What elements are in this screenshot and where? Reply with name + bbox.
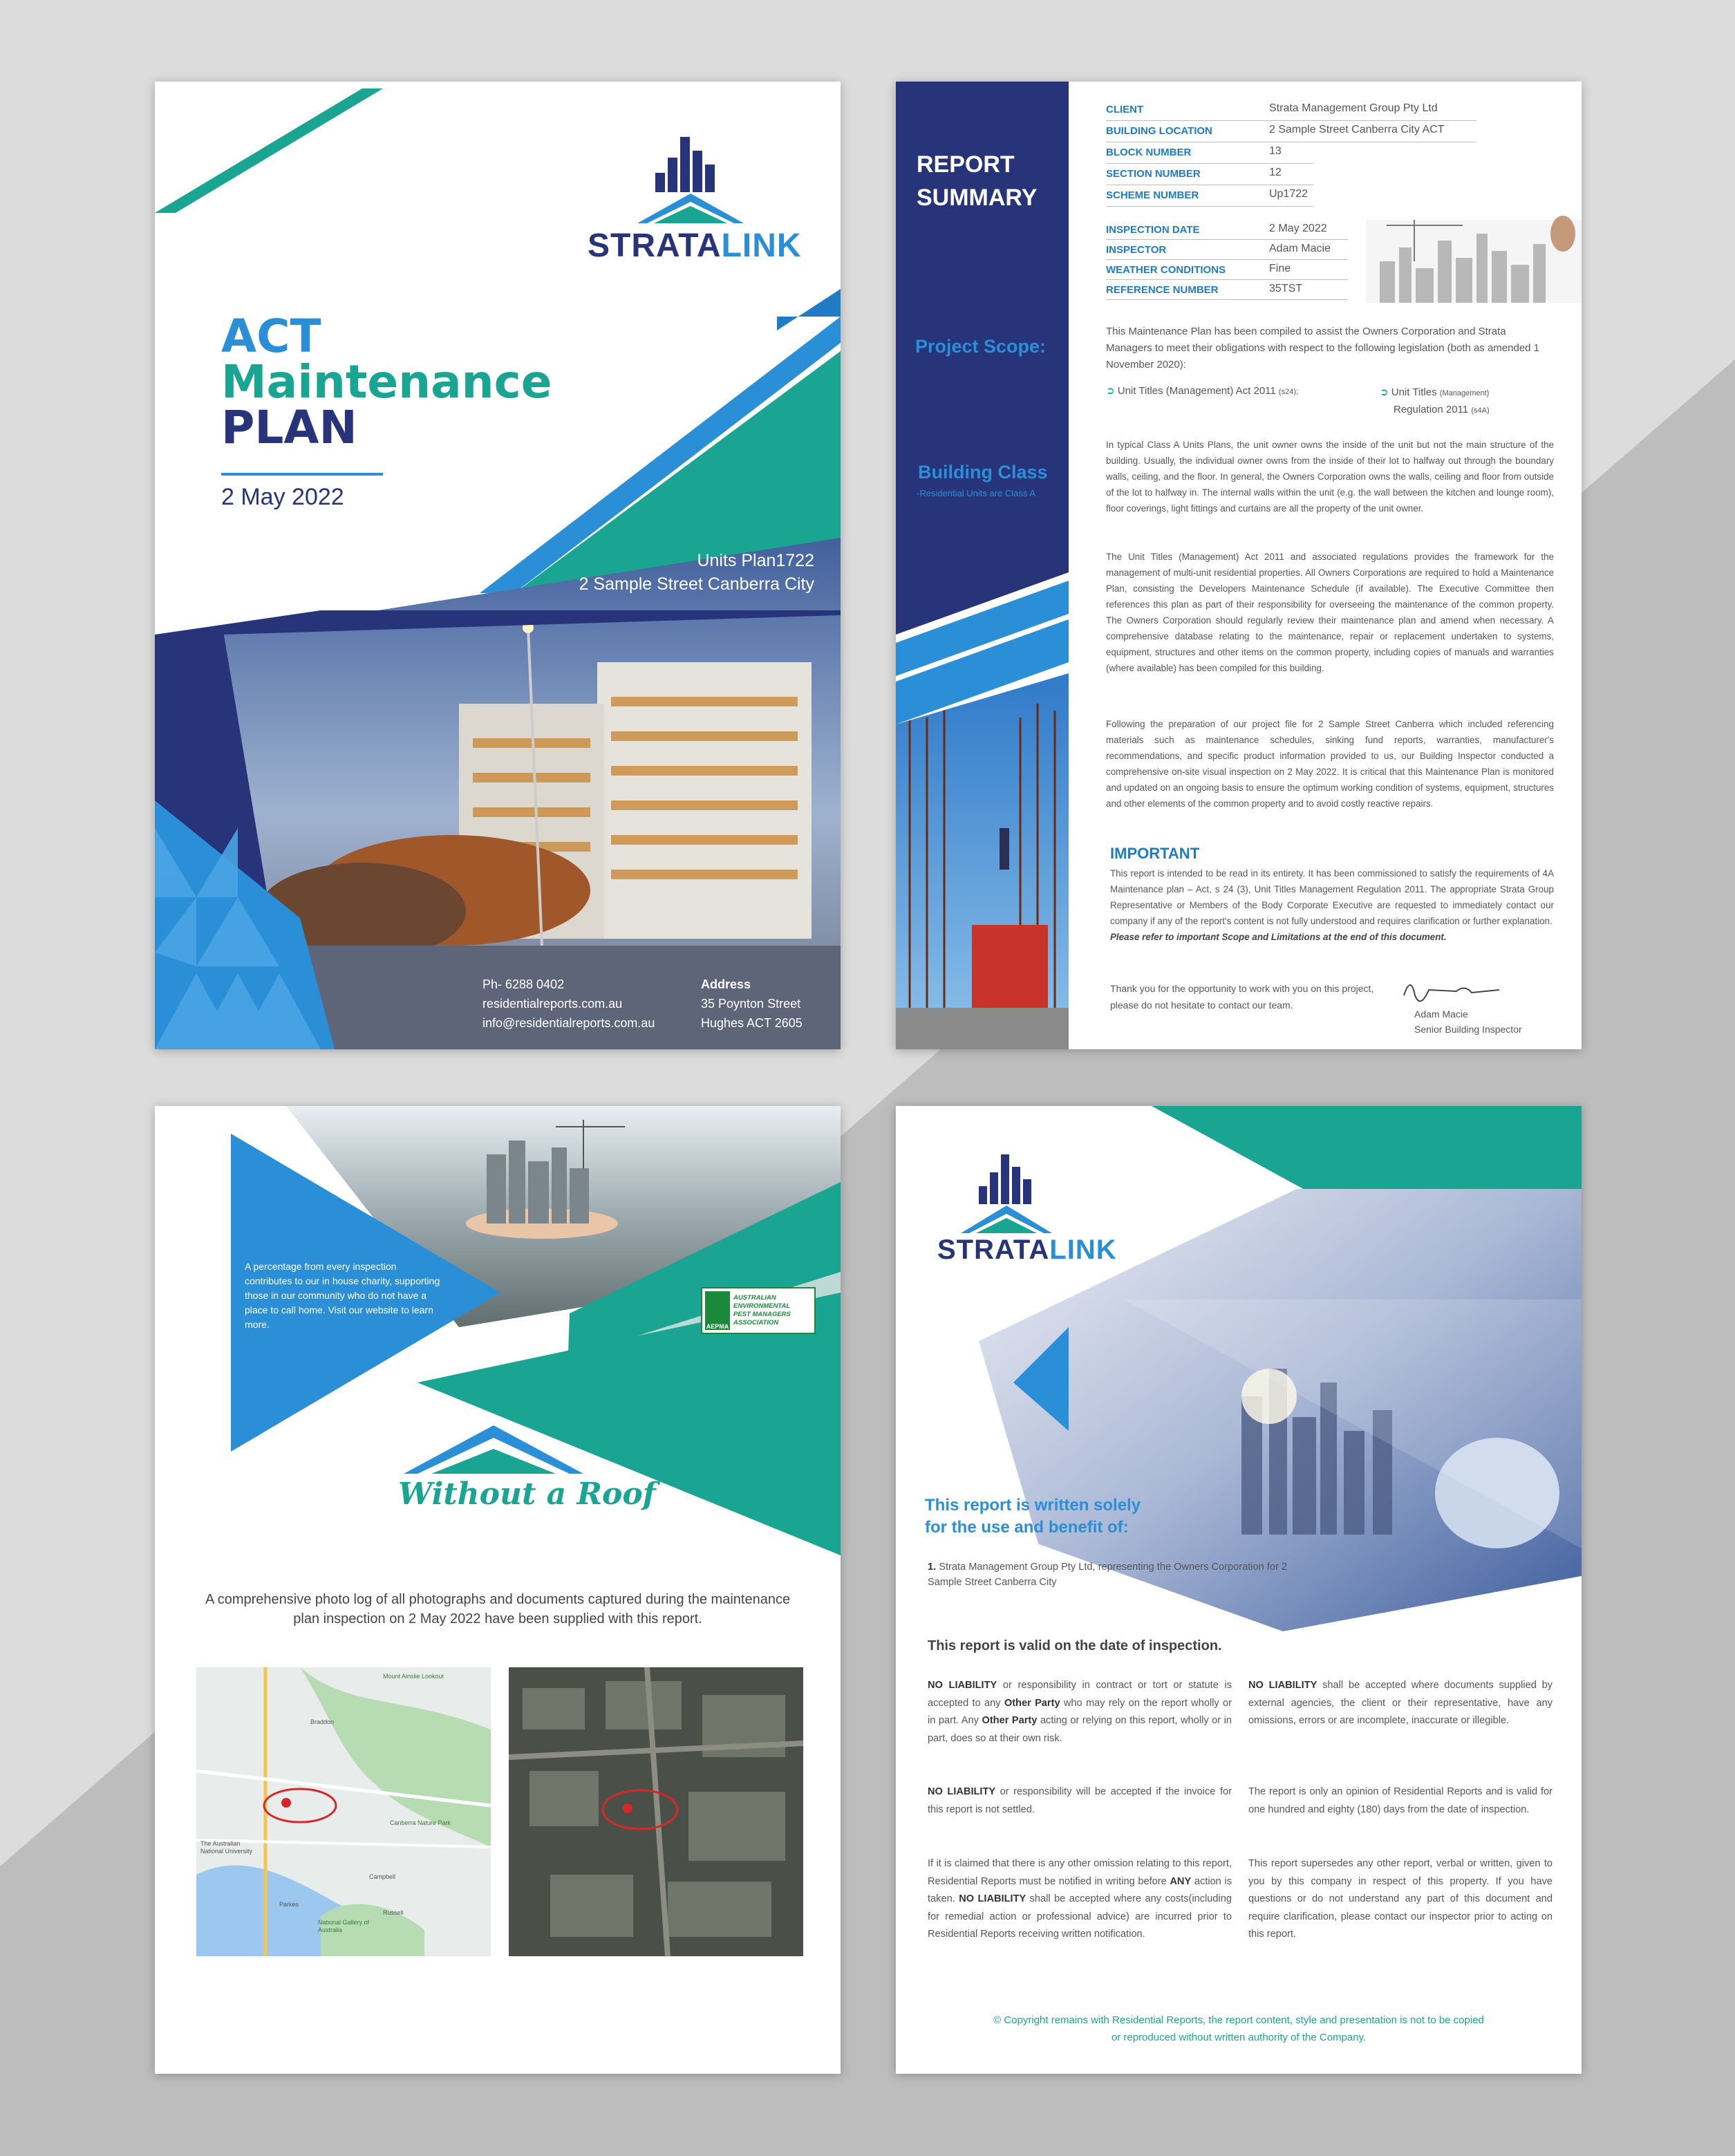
charity-name: Without a Roof — [398, 1477, 656, 1512]
any-label: ANY — [1170, 1875, 1192, 1887]
important-block — [1110, 865, 1554, 945]
row-value: 13 — [1269, 145, 1282, 157]
building-class-sub: -Residential Units are Class A — [917, 488, 1035, 498]
signatory-title: Senior Building Inspector — [1414, 1024, 1522, 1035]
phone: Ph- 6288 0402 — [482, 977, 565, 991]
report-summary-page — [896, 82, 1582, 1049]
act-item-2 — [1380, 384, 1490, 419]
row-value: Strata Management Group Pty Ltd — [1269, 102, 1438, 114]
cover-date: 2 May 2022 — [221, 484, 344, 510]
summary-heading — [917, 148, 1037, 214]
summary-row — [1106, 260, 1348, 280]
row-label: INSPECTION DATE — [1106, 224, 1200, 236]
row-label: REFERENCE NUMBER — [1106, 284, 1219, 296]
map-label: National Gallery of Australia — [318, 1919, 370, 1933]
cover-address — [701, 975, 803, 1033]
stratalink-logo-mark — [637, 137, 744, 223]
brand-logo — [937, 1235, 1117, 1266]
signatory — [1414, 1006, 1522, 1037]
no-liability-label: NO LIABILITY — [959, 1893, 1026, 1905]
cover-title — [221, 310, 552, 454]
title-underline — [221, 473, 383, 476]
summary-heading-line1: REPORT — [917, 151, 1015, 178]
act2-line2-small: (s4A) — [1471, 406, 1490, 415]
photo-log-text: A comprehensive photo log of all photographs and documents captured during the maintenance plan inspection on 2 May 2022 have been supplied with this report. — [205, 1592, 791, 1627]
summary-heading-line2: SUMMARY — [917, 185, 1038, 211]
act2-line2: Regulation 2011 — [1394, 404, 1469, 415]
address-line1: 35 Poynton Street — [701, 997, 801, 1011]
signature — [1404, 985, 1499, 1001]
charity-page — [155, 1106, 841, 2074]
other-party-label: Other Party — [1004, 1697, 1060, 1709]
row-label: BUILDING LOCATION — [1106, 125, 1212, 137]
stratalink-logo-mark — [961, 1154, 1052, 1233]
beneficiary-number: 1. — [928, 1562, 937, 1573]
row-label: BLOCK NUMBER — [1106, 147, 1192, 158]
row-value: 35TST — [1269, 283, 1303, 294]
act1-small: (s24); — [1278, 388, 1299, 396]
summary-row — [1106, 164, 1313, 185]
act2-line1-small: (Management) — [1439, 389, 1490, 397]
act-item-1 — [1106, 384, 1298, 397]
brand-part2: LINK — [721, 227, 802, 264]
clause-text: who may rely on the report wholly or in part. Any — [928, 1697, 1232, 1727]
clause-text: If it is claimed that there is any other omission relating to this report, Residential Reports must be notified in writing before — [928, 1858, 1232, 1887]
units-address: 2 Sample Street Canberra City — [579, 574, 814, 594]
map-label: Braddon — [310, 1718, 335, 1725]
summary-row — [1106, 220, 1348, 240]
aepma-logo-icon: AEPMA — [705, 1291, 730, 1330]
satellite-map — [509, 1667, 803, 1956]
charity-text: A percentage from every inspection contributes to our in house charity, supporting those in our community who do not have a place to call home. Visit our website to learn more. — [245, 1261, 440, 1330]
no-liability-label: NO LIABILITY — [928, 1786, 996, 1797]
important-heading: IMPORTANT — [1110, 845, 1200, 862]
address-line2: Hughes ACT 2605 — [701, 1016, 803, 1030]
copyright-line1: © Copyright remains with Residential Reports, the report content, style and presentation is not to be copied — [993, 2014, 1484, 2026]
row-label: WEATHER CONDITIONS — [1106, 264, 1226, 276]
badge-line3: PEST MANAGERS — [733, 1311, 791, 1318]
row-value: Up1722 — [1269, 188, 1309, 200]
liability-clause-6: This report supersedes any other report, verbal or written, given to you by this company in respect of this property. If you have questions or do not understand any part of this document and require clarification, please contact our inspector prior to acting on this report. — [1248, 1858, 1553, 1940]
clause-text: or responsibility will be accepted if the invoice for this report is not settled. — [928, 1786, 1232, 1815]
copyright-line2: or reproduced without written authority of the Company. — [1111, 2032, 1367, 2043]
row-label: INSPECTOR — [1106, 244, 1167, 256]
signatory-name: Adam Macie — [1414, 1009, 1468, 1020]
map-label: Russell — [383, 1909, 404, 1916]
map-label: Parkes — [279, 1901, 299, 1908]
map-label: Mount Ainslie Lookout — [383, 1673, 444, 1680]
summary-row — [1106, 100, 1476, 121]
summary-row — [1106, 240, 1348, 260]
other-party-label: Other Party — [982, 1715, 1038, 1727]
city-sketch-image — [1366, 216, 1582, 303]
beneficiary-text: Strata Management Group Pty Ltd, representing the Owners Corporation for 2 Sample Street Canberra City — [928, 1562, 1287, 1588]
summary-row — [1106, 121, 1476, 142]
cover-title-line2: Maintenance — [221, 355, 552, 409]
benefit-heading-line2: for the use and benefit of: — [925, 1518, 1129, 1537]
clause-text: shall be accepted where any costs(including for remedial action or professional advice) are incurred prior to Residential Reports receiving written notification. — [928, 1893, 1232, 1940]
arrow-icon: ➲ — [1380, 386, 1389, 398]
liability-clause-4 — [1248, 1677, 1553, 1730]
row-label: SECTION NUMBER — [1106, 168, 1201, 180]
clause-text: action is taken. — [928, 1875, 1232, 1905]
disclaimer-page — [896, 1106, 1582, 2074]
row-value: 2 Sample Street Canberra City ACT — [1269, 124, 1445, 135]
cover-units — [579, 549, 814, 596]
brand-part2: LINK — [1049, 1235, 1117, 1265]
clause-text: shall be accepted where documents supplied by external agencies, the client or their representative, have any omissions, errors or are incomplete, inaccurate or illegible. — [1248, 1680, 1553, 1727]
map-label: The Australian National University — [200, 1840, 253, 1855]
row-value: Fine — [1269, 263, 1291, 274]
cover-title-line3: PLAN — [221, 401, 357, 454]
no-liability-label: NO LIABILITY — [928, 1680, 997, 1691]
row-value: 12 — [1269, 167, 1282, 178]
map-label: Canberra Nature Park — [390, 1819, 451, 1826]
badge-line1: AUSTRALIAN — [733, 1294, 776, 1302]
beneficiary-item — [928, 1559, 1315, 1590]
copyright-notice — [910, 2012, 1568, 2046]
row-label: CLIENT — [1106, 104, 1144, 115]
row-label: SCHEME NUMBER — [1106, 189, 1199, 201]
project-scope-label: Project Scope: — [915, 336, 1047, 357]
badge-line2: ENVIRONMENTAL — [733, 1302, 791, 1310]
liability-clause-3 — [928, 1855, 1232, 1944]
row-value: 2 May 2022 — [1269, 223, 1327, 234]
email-link[interactable]: info@residentialreports.com.au — [482, 1016, 655, 1030]
badge-line4: ASSOCIATION — [733, 1319, 779, 1327]
cover-title-line1: ACT — [221, 310, 321, 363]
cover-page — [155, 82, 841, 1049]
inspection-table — [1106, 220, 1348, 310]
liability-clause-5: The report is only an opinion of Residential Reports and is valid for one hundred and eighty (180) days from the date of inspection. — [1248, 1786, 1553, 1815]
website-link[interactable]: residentialreports.com.au — [482, 997, 623, 1011]
summary-row — [1106, 185, 1313, 207]
brand-part1: STRATA — [588, 227, 722, 264]
body-paragraph-2: The Unit Titles (Management) Act 2011 and associated regulations provides the framework for the management of multi-unit residential properties. All Owners Corporations are required to hold a Maintenance Plan, consisting the Developers Maintenance Schedule (if available). The Executive Committee then references this plan as part of their responsibility for overseeing the maintenance of the common property. The Owners Corporation should regularly review their maintenance plan and amend when necessary. A comprehensive database relating to the maintenance, repair or replacement undertaken to systems, equipment, structures and other items on the common property, including copies of manuals and warranties (where available) has been compiled for this building. — [1106, 552, 1554, 673]
summary-table — [1106, 100, 1476, 210]
no-liability-label: NO LIABILITY — [1248, 1680, 1317, 1691]
cover-contact — [482, 975, 655, 1033]
clause-text: or responsibility in contract or tort or statute is accepted to any — [928, 1680, 1232, 1709]
body-paragraph-3: Following the preparation of our project file for 2 Sample Street Canberra which included referencing materials such as maintenance schedules, sinking fund reports, warranties, manufacturer's recommendations, and specific product information provided to us, our Building Inspector conducted a comprehensive on-site visual inspection on 2 May 2022. It is critical that this Maintenance Plan is monitored and updated on an ongoing basis to ensure the optimum working condition of systems, equipment, structures and other elements of the common property and to avoid costly reactive repairs. — [1106, 719, 1554, 809]
street-map — [196, 1667, 491, 1956]
thanks-text: Thank you for the opportunity to work with you on this project, please do not hesitate to contact our team. — [1110, 983, 1374, 1011]
liability-clause-1 — [928, 1677, 1232, 1747]
validity-statement: This report is valid on the date of inspection. — [928, 1638, 1222, 1653]
scope-text: This Maintenance Plan has been compiled to assist the Owners Corporation and Strata Managers to meet their obligations with respect to the following legislation (both as amended 1 November 2020): — [1106, 326, 1540, 371]
brand-part1: STRATA — [937, 1235, 1050, 1265]
act1-text: Unit Titles (Management) Act 2011 — [1117, 385, 1276, 397]
brand-logo — [588, 227, 802, 265]
summary-row — [1106, 280, 1348, 300]
body-paragraph-1: In typical Class A Units Plans, the unit owner owns the inside of the unit but not the main structure of the building. Usually, the individual owner owns from the inside of their lot to halfway out through the boundary walls, ceiling, and the floor. In general, the Owners Corporation owns the walls, ceiling and floor from outside of the lot to halfway in. The internal walls within the unit (e.g. the wall between the kitchen and lounge room), floor coverings, light fittings and curtains are all the property of the unit owner. — [1106, 440, 1554, 514]
important-text: This report is intended to be read in its entirety. It has been commissioned to satisfy the requirements of 4A Maintenance plan – Act, s 24 (3), Unit Titles Management Regulation 2011. The appropriate Strata Group Representative or Members of the Body Corporate Executive are requested to immediately contact our company if any of the report's content is not fully understood and requires clarification or further explanation. — [1110, 868, 1554, 926]
aepma-badge — [701, 1287, 816, 1334]
benefit-heading-line1: This report is written solely — [925, 1496, 1141, 1515]
benefit-heading — [925, 1494, 1141, 1539]
row-value: Adam Macie — [1269, 243, 1331, 254]
map-label: Campbell — [369, 1873, 396, 1880]
address-label: Address — [701, 977, 751, 991]
summary-row — [1106, 142, 1313, 164]
liability-clause-2 — [928, 1783, 1232, 1819]
building-class-label: Building Class — [918, 462, 1048, 482]
important-italic: Please refer to important Scope and Limitations at the end of this document. — [1110, 932, 1447, 942]
units-plan: Units Plan1722 — [697, 551, 814, 570]
arrow-icon: ➲ — [1106, 385, 1115, 397]
act2-line1: Unit Titles — [1391, 386, 1437, 398]
clause-text: acting or relying on this report, wholly or in part, does so at their own risk. — [928, 1715, 1232, 1744]
